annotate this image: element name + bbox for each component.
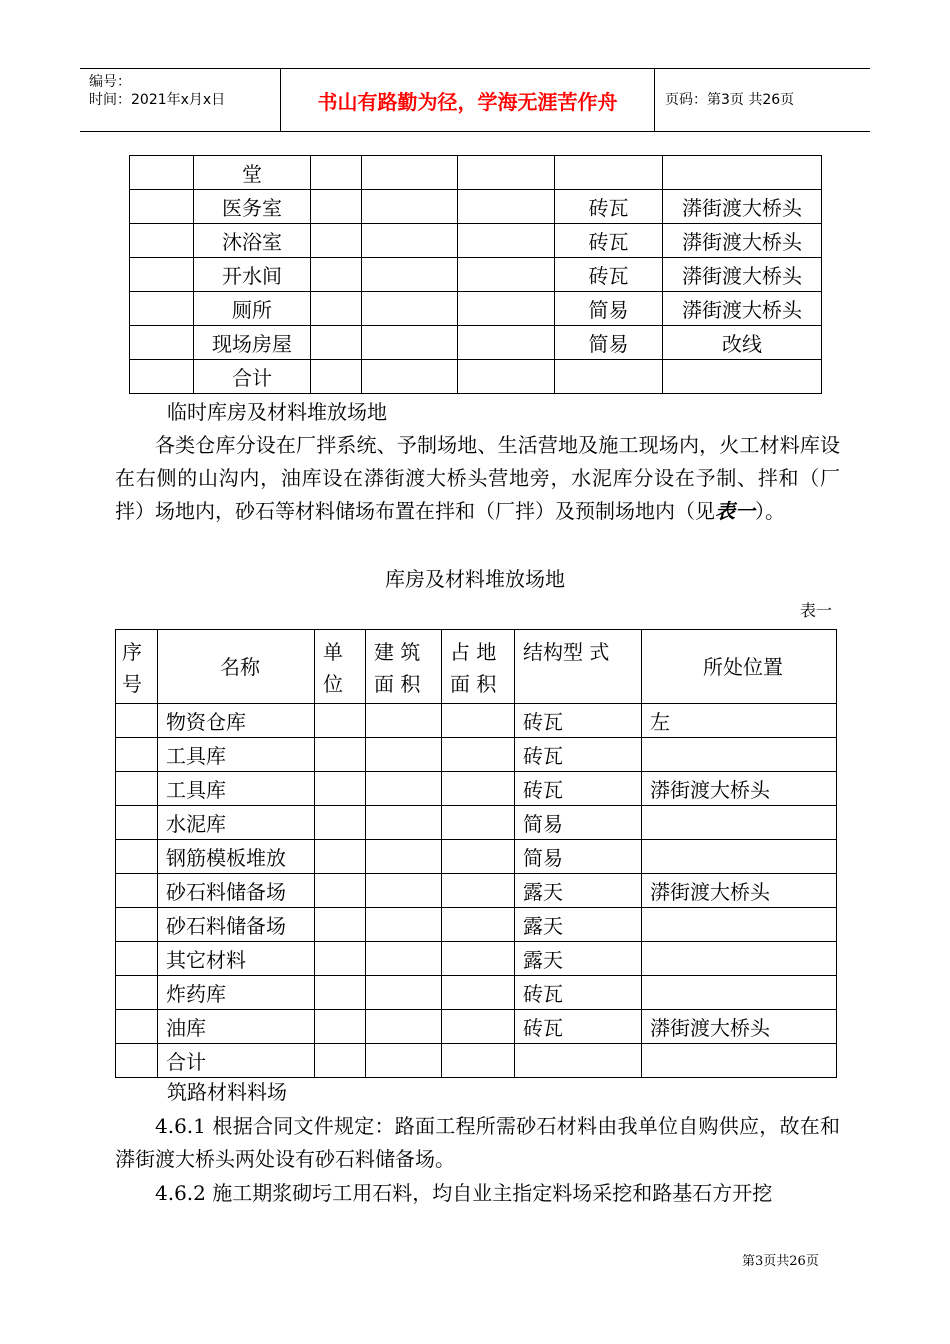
table-row	[116, 874, 837, 908]
cell-location	[642, 1044, 837, 1078]
header-build-area: 建 筑面 积	[366, 630, 442, 704]
table-row	[130, 360, 822, 394]
cell-structure: 简易	[555, 326, 663, 360]
header-unit: 单位	[315, 630, 366, 704]
header-seq: 序号	[116, 630, 158, 704]
cell-structure: 砖瓦	[515, 704, 642, 738]
cell-structure: 简易	[515, 806, 642, 840]
cell-location: 漭街渡大桥头	[642, 772, 837, 806]
cell-location	[663, 360, 822, 394]
section-title-storage: 临时库房及材料堆放场地	[167, 400, 387, 424]
cell-location: 漭街渡大桥头	[663, 190, 822, 224]
table-row	[116, 704, 837, 738]
table-row	[130, 326, 822, 360]
cell-location	[642, 976, 837, 1010]
cell-location: 漭街渡大桥头	[663, 258, 822, 292]
header-land-area: 占 地面 积	[442, 630, 515, 704]
paragraph-4-6-2: 4.6.2 施工期浆砌圬工用石料，均自业主指定料场采挖和路基石方开挖	[155, 1181, 773, 1205]
cell-structure: 砖瓦	[555, 224, 663, 258]
doc-date-label: 时间：2021年x月x日	[89, 92, 226, 108]
cell-structure: 砖瓦	[555, 258, 663, 292]
cell-structure: 砖瓦	[515, 1010, 642, 1044]
cell-structure: 露天	[515, 942, 642, 976]
cell-structure: 露天	[515, 874, 642, 908]
cell-name: 砂石料储备场	[158, 874, 315, 908]
table-row	[116, 942, 837, 976]
cell-location	[663, 156, 822, 190]
cell-location	[642, 806, 837, 840]
cell-name: 厕所	[194, 292, 311, 326]
header-meta	[80, 69, 281, 131]
cell-location	[642, 942, 837, 976]
paragraph-storage	[115, 429, 840, 528]
paragraph-text-end: ）。	[755, 499, 785, 523]
table-reference: 表一	[715, 499, 755, 523]
cell-structure	[555, 360, 663, 394]
page-footer: 第3页共26页	[742, 1254, 819, 1269]
cell-location: 改线	[663, 326, 822, 360]
cell-structure: 简易	[515, 840, 642, 874]
header-name: 名称	[158, 630, 315, 704]
cell-structure: 简易	[555, 292, 663, 326]
cell-name: 其它材料	[158, 942, 315, 976]
cell-name: 合计	[194, 360, 311, 394]
cell-location: 左	[642, 704, 837, 738]
table-row	[130, 156, 822, 190]
table-row	[130, 292, 822, 326]
page-header	[80, 68, 870, 132]
header-structure: 结构型 式	[515, 630, 642, 704]
table-row	[116, 1044, 837, 1078]
cell-location	[642, 908, 837, 942]
section-title-materials: 筑路材料料场	[167, 1080, 287, 1104]
cell-structure: 砖瓦	[515, 976, 642, 1010]
cell-name: 堂	[194, 156, 311, 190]
cell-name: 沐浴室	[194, 224, 311, 258]
table-header-row	[116, 630, 837, 704]
cell-name: 工具库	[158, 738, 315, 772]
cell-name: 医务室	[194, 190, 311, 224]
paragraph-4-6-1: 4.6.1 根据合同文件规定：路面工程所需砂石材料由我单位自购供应，故在和漭街渡大桥头两处设有砂石料储备场。	[115, 1114, 840, 1171]
table-row	[116, 772, 837, 806]
table2-label: 表一	[800, 601, 833, 620]
cell-location: 漭街渡大桥头	[642, 1010, 837, 1044]
cell-structure: 砖瓦	[515, 772, 642, 806]
table-row	[130, 190, 822, 224]
cell-name: 开水间	[194, 258, 311, 292]
table-row	[116, 1010, 837, 1044]
table-row	[116, 806, 837, 840]
cell-name: 物资仓库	[158, 704, 315, 738]
cell-name: 砂石料储备场	[158, 908, 315, 942]
table2-title: 库房及材料堆放场地	[385, 567, 565, 591]
doc-number-label: 编号：	[89, 74, 131, 90]
cell-name: 合计	[158, 1044, 315, 1078]
cell-name: 油库	[158, 1010, 315, 1044]
cell-location	[642, 738, 837, 772]
cell-name: 水泥库	[158, 806, 315, 840]
cell-structure: 砖瓦	[515, 738, 642, 772]
cell-location	[642, 840, 837, 874]
header-motto: 书山有路勤为径，学海无涯苦作舟	[281, 69, 655, 131]
cell-structure	[555, 156, 663, 190]
cell-name: 现场房屋	[194, 326, 311, 360]
table-row	[130, 258, 822, 292]
cell-name: 钢筋模板堆放	[158, 840, 315, 874]
cell-location: 漭街渡大桥头	[663, 224, 822, 258]
cell-structure: 砖瓦	[555, 190, 663, 224]
table-row	[116, 976, 837, 1010]
storage-table	[115, 629, 837, 1078]
facilities-table	[129, 155, 822, 394]
cell-name: 炸药库	[158, 976, 315, 1010]
paragraph-text: 各类仓库分设在厂拌系统、予制场地、生活营地及施工现场内，火工材料库设在右侧的山沟内，油库设在漭街渡大桥头营地旁，水泥库分设在予制、拌和（厂拌）场地内，砂石等材料储场布置在拌和（厂拌）及预制场地内（见	[115, 433, 840, 523]
cell-structure	[515, 1044, 642, 1078]
table-row	[116, 840, 837, 874]
cell-name: 工具库	[158, 772, 315, 806]
header-page-label: 页码：第3页 共26页	[665, 92, 795, 108]
table-row	[130, 224, 822, 258]
table-row	[116, 908, 837, 942]
cell-location: 漭街渡大桥头	[642, 874, 837, 908]
cell-structure: 露天	[515, 908, 642, 942]
table-row	[116, 738, 837, 772]
cell-location: 漭街渡大桥头	[663, 292, 822, 326]
header-location: 所处位置	[642, 630, 837, 704]
